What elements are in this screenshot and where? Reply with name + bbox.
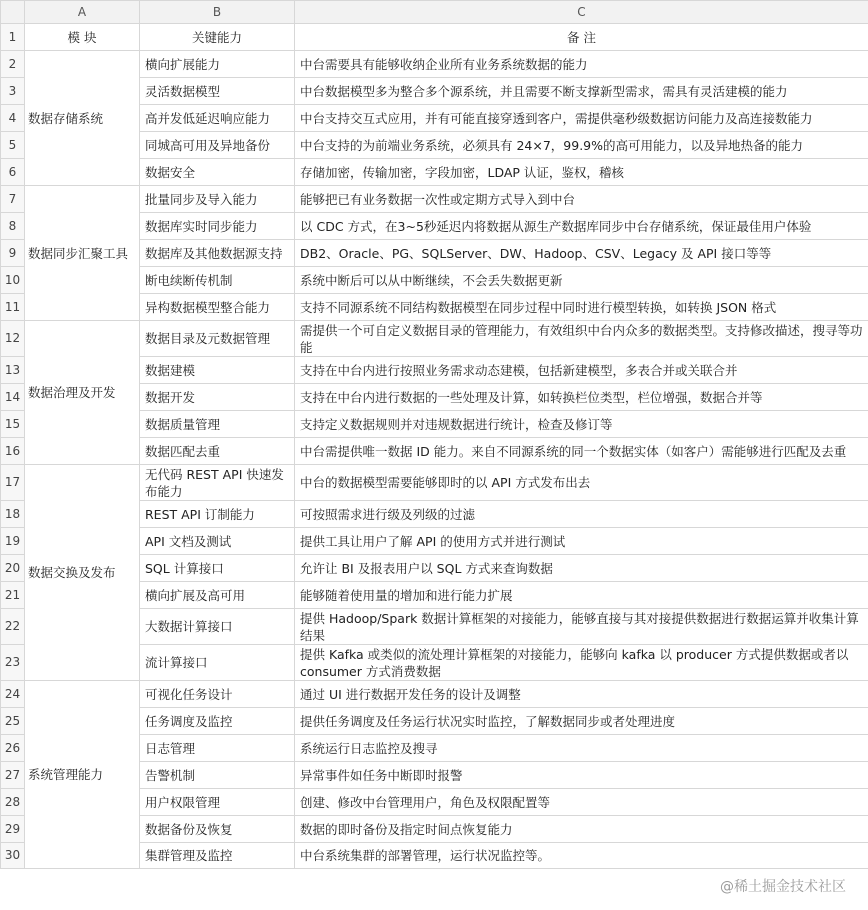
note-cell[interactable]: 提供任务调度及任务运行状况实时监控，了解数据同步或者处理进度 (295, 708, 868, 735)
capability-cell[interactable]: 数据备份及恢复 (140, 816, 295, 843)
note-cell[interactable]: 支持不同源系统不同结构数据模型在同步过程中同时进行模型转换，如转换 JSON 格式 (295, 294, 868, 321)
module-cell[interactable]: 数据治理及开发 (25, 321, 140, 465)
capability-cell[interactable]: REST API 订制能力 (140, 501, 295, 528)
capability-cell[interactable]: 数据目录及元数据管理 (140, 321, 295, 357)
row-number[interactable]: 5 (1, 132, 25, 159)
row-number[interactable]: 1 (1, 24, 25, 51)
note-cell[interactable]: 数据的即时备份及指定时间点恢复能力 (295, 816, 868, 843)
row-number[interactable]: 25 (1, 708, 25, 735)
note-cell[interactable]: 能够把已有业务数据一次性或定期方式导入到中台 (295, 186, 868, 213)
row-number[interactable]: 15 (1, 411, 25, 438)
row-number[interactable]: 30 (1, 843, 25, 869)
module-cell[interactable]: 数据同步汇聚工具 (25, 186, 140, 321)
capability-cell[interactable]: 批量同步及导入能力 (140, 186, 295, 213)
row-number[interactable]: 8 (1, 213, 25, 240)
note-cell[interactable]: 中台的数据模型需要能够即时的以 API 方式发布出去 (295, 465, 868, 501)
note-cell[interactable]: 中台支持交互式应用，并有可能直接穿透到客户，需提供毫秒级数据访问能力及高连接数能力 (295, 105, 868, 132)
row-number[interactable]: 14 (1, 384, 25, 411)
row-number[interactable]: 26 (1, 735, 25, 762)
note-cell[interactable]: 能够随着使用量的增加和进行能力扩展 (295, 582, 868, 609)
capability-cell[interactable]: 横向扩展及高可用 (140, 582, 295, 609)
row-number[interactable]: 17 (1, 465, 25, 501)
capability-cell[interactable]: 灵活数据模型 (140, 78, 295, 105)
header-note[interactable]: 备 注 (295, 24, 868, 51)
capability-cell[interactable]: 异构数据模型整合能力 (140, 294, 295, 321)
row-number[interactable]: 10 (1, 267, 25, 294)
header-capability[interactable]: 关键能力 (140, 24, 295, 51)
column-header-c[interactable]: C (295, 1, 868, 24)
capability-cell[interactable]: 高并发低延迟响应能力 (140, 105, 295, 132)
table-row (1, 465, 868, 501)
note-cell[interactable]: 中台需提供唯一数据 ID 能力。来自不同源系统的同一个数据实体（如客户）需能够进行匹配及去重 (295, 438, 868, 465)
row-number[interactable]: 28 (1, 789, 25, 816)
row-number[interactable]: 9 (1, 240, 25, 267)
note-cell[interactable]: 需提供一个可自定义数据目录的管理能力，有效组织中台内众多的数据类型。支持修改描述，搜寻等功能 (295, 321, 868, 357)
note-cell[interactable]: 支持在中台内进行数据的一些处理及计算，如转换栏位类型，栏位增强，数据合并等 (295, 384, 868, 411)
table-header-row (1, 24, 868, 51)
note-cell[interactable]: 系统运行日志监控及搜寻 (295, 735, 868, 762)
row-number[interactable]: 7 (1, 186, 25, 213)
capability-cell[interactable]: API 文档及测试 (140, 528, 295, 555)
note-cell[interactable]: 允许让 BI 及报表用户以 SQL 方式来查询数据 (295, 555, 868, 582)
row-number[interactable]: 29 (1, 816, 25, 843)
note-cell[interactable]: 系统中断后可以从中断继续，不会丢失数据更新 (295, 267, 868, 294)
capability-cell[interactable]: 任务调度及监控 (140, 708, 295, 735)
table-row (1, 681, 868, 708)
note-cell[interactable]: 中台系统集群的部署管理，运行状况监控等。 (295, 843, 868, 869)
note-cell[interactable]: 中台数据模型多为整合多个源系统，并且需要不断支撑新型需求，需具有灵活建模的能力 (295, 78, 868, 105)
row-number[interactable]: 16 (1, 438, 25, 465)
module-cell[interactable]: 系统管理能力 (25, 681, 140, 869)
row-number[interactable]: 6 (1, 159, 25, 186)
note-cell[interactable]: 提供 Hadoop/Spark 数据计算框架的对接能力，能够直接与其对接提供数据进行数据运算并收集计算结果 (295, 609, 868, 645)
note-cell[interactable]: 支持在中台内进行按照业务需求动态建模，包括新建模型，多表合并或关联合并 (295, 357, 868, 384)
capability-cell[interactable]: 同城高可用及异地备份 (140, 132, 295, 159)
table-row (1, 186, 868, 213)
row-number[interactable]: 12 (1, 321, 25, 357)
capability-cell[interactable]: SQL 计算接口 (140, 555, 295, 582)
column-header-a[interactable]: A (25, 1, 140, 24)
module-cell[interactable]: 数据存储系统 (25, 51, 140, 186)
column-header-row (1, 1, 868, 24)
corner-cell[interactable] (1, 1, 25, 24)
row-number[interactable]: 21 (1, 582, 25, 609)
table-row (1, 51, 868, 78)
capability-cell[interactable]: 数据建模 (140, 357, 295, 384)
row-number[interactable]: 13 (1, 357, 25, 384)
note-cell[interactable]: 支持定义数据规则并对违规数据进行统计，检查及修订等 (295, 411, 868, 438)
row-number[interactable]: 19 (1, 528, 25, 555)
row-number[interactable]: 27 (1, 762, 25, 789)
row-number[interactable]: 24 (1, 681, 25, 708)
row-number[interactable]: 20 (1, 555, 25, 582)
capability-cell[interactable]: 断电续断传机制 (140, 267, 295, 294)
row-number[interactable]: 22 (1, 609, 25, 645)
capability-cell[interactable]: 集群管理及监控 (140, 843, 295, 869)
capability-cell[interactable]: 数据匹配去重 (140, 438, 295, 465)
note-cell[interactable]: 通过 UI 进行数据开发任务的设计及调整 (295, 681, 868, 708)
capability-cell[interactable]: 告警机制 (140, 762, 295, 789)
row-number[interactable]: 4 (1, 105, 25, 132)
note-cell[interactable]: 提供工具让用户了解 API 的使用方式并进行测试 (295, 528, 868, 555)
header-module[interactable]: 模 块 (25, 24, 140, 51)
capability-cell[interactable]: 数据库实时同步能力 (140, 213, 295, 240)
note-cell[interactable]: 创建、修改中台管理用户，角色及权限配置等 (295, 789, 868, 816)
note-cell[interactable]: DB2、Oracle、PG、SQLServer、DW、Hadoop、CSV、Legacy 及 API 接口等等 (295, 240, 868, 267)
note-cell[interactable]: 以 CDC 方式，在3~5秒延迟内将数据从源生产数据库同步中台存储系统，保证最佳用户体验 (295, 213, 868, 240)
capability-cell[interactable]: 数据质量管理 (140, 411, 295, 438)
capability-cell[interactable]: 数据安全 (140, 159, 295, 186)
capability-cell[interactable]: 数据库及其他数据源支持 (140, 240, 295, 267)
capability-cell[interactable]: 无代码 REST API 快速发布能力 (140, 465, 295, 501)
capability-cell[interactable]: 流计算接口 (140, 645, 295, 681)
capability-cell[interactable]: 日志管理 (140, 735, 295, 762)
note-cell[interactable]: 异常事件如任务中断即时报警 (295, 762, 868, 789)
row-number[interactable]: 23 (1, 645, 25, 681)
note-cell[interactable]: 存储加密，传输加密，字段加密，LDAP 认证，鉴权，稽核 (295, 159, 868, 186)
capability-cell[interactable]: 用户权限管理 (140, 789, 295, 816)
column-header-b[interactable]: B (140, 1, 295, 24)
note-cell[interactable]: 中台需要具有能够收纳企业所有业务系统数据的能力 (295, 51, 868, 78)
table-row (1, 321, 868, 357)
capability-cell[interactable]: 数据开发 (140, 384, 295, 411)
watermark: @稀土掘金技术社区 (720, 876, 846, 896)
row-number[interactable]: 3 (1, 78, 25, 105)
note-cell[interactable]: 中台支持的为前端业务系统，必须具有 24×7，99.9%的高可用能力，以及异地热备的能力 (295, 132, 868, 159)
capability-cell[interactable]: 大数据计算接口 (140, 609, 295, 645)
row-number[interactable]: 11 (1, 294, 25, 321)
capability-cell[interactable]: 可视化任务设计 (140, 681, 295, 708)
capability-cell[interactable]: 横向扩展能力 (140, 51, 295, 78)
row-number[interactable]: 18 (1, 501, 25, 528)
note-cell[interactable]: 可按照需求进行级及列级的过滤 (295, 501, 868, 528)
note-cell[interactable]: 提供 Kafka 或类似的流处理计算框架的对接能力，能够向 kafka 以 producer 方式提供数据或者以 consumer 方式消费数据 (295, 645, 868, 681)
row-number[interactable]: 2 (1, 51, 25, 78)
module-cell[interactable]: 数据交换及发布 (25, 465, 140, 681)
